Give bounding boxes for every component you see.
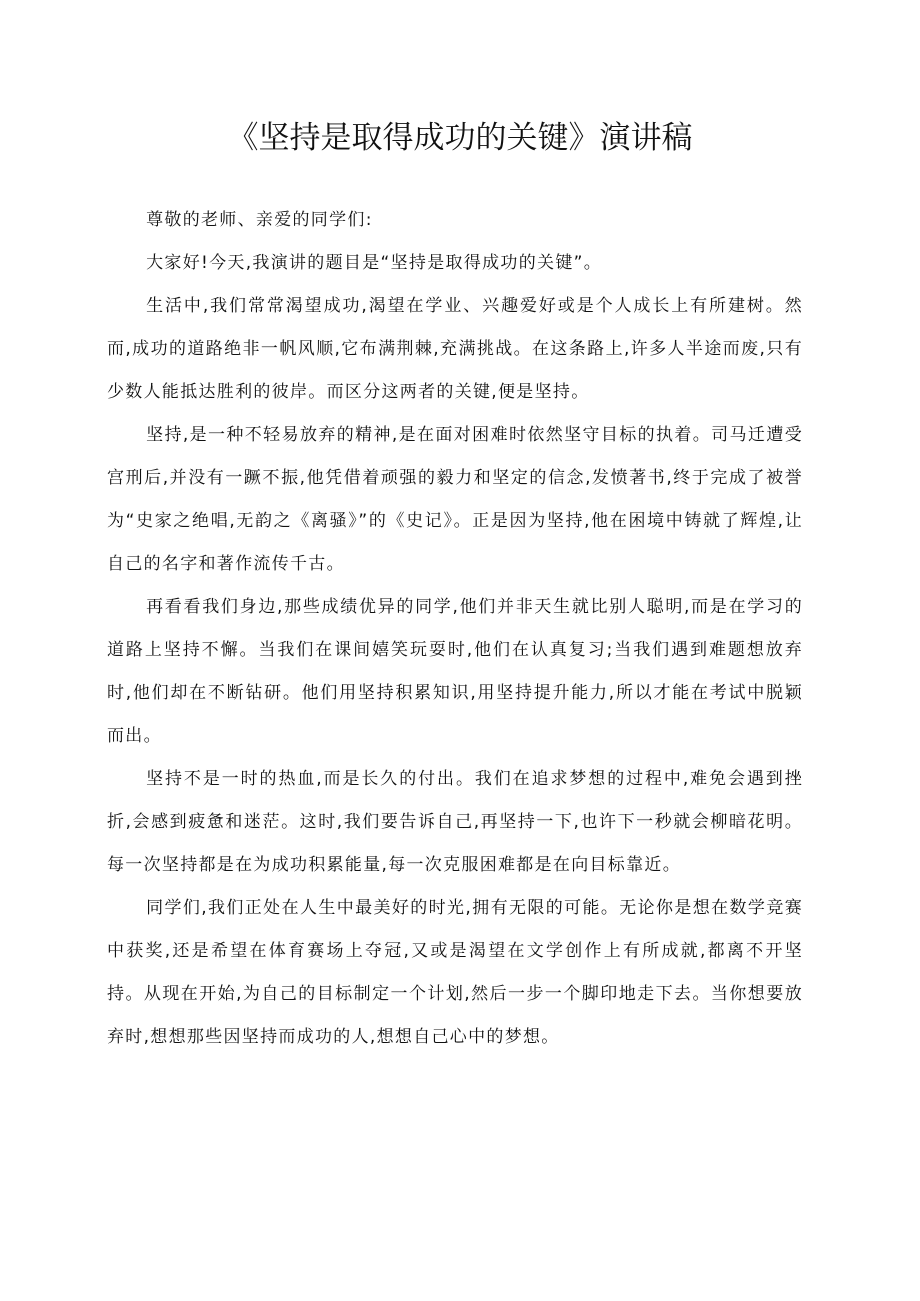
body-paragraph: 再看看我们身边,那些成绩优异的同学,他们并非天生就比别人聪明,而是在学习的道路上坚持不懈。当我们在课间嬉笑玩耍时,他们在认真复习;当我们遇到难题想放弃时,他们却在不断钻研。他们用坚持积累知识,用坚持提升能力,所以才能在考试中脱颖而出。 <box>107 597 803 746</box>
salutation-paragraph: 尊敬的老师、亲爱的同学们: <box>146 210 373 230</box>
document-title: 《坚持是取得成功的关键》演讲稿 <box>227 120 693 156</box>
body-paragraph: 同学们,我们正处在人生中最美好的时光,拥有无限的可能。无论你是想在数学竞赛中获奖,还是希望在体育赛场上夺冠,又或是渴望在文学创作上有所成就,都离不开坚持。从现在开始,为自己的目标制定一个计划,然后一步一个脚印地走下去。当你想要放弃时,想想那些因坚持而成功的人,想想自己心中的梦想。 <box>107 898 803 1047</box>
body-paragraph: 坚持不是一时的热血,而是长久的付出。我们在追求梦想的过程中,难免会遇到挫折,会感到疲惫和迷茫。这时,我们要告诉自己,再坚持一下,也许下一秒就会柳暗花明。每一次坚持都是在为成功积累能量,每一次克服困难都是在向目标靠近。 <box>107 769 803 875</box>
body-paragraph: 坚持,是一种不轻易放弃的精神,是在面对困难时依然坚守目标的执着。司马迁遭受宫刑后,并没有一蹶不振,他凭借着顽强的毅力和坚定的信念,发愤著书,终于完成了被誉为“史家之绝唱,无韵之《离骚》”的《史记》。正是因为坚持,他在困境中铸就了辉煌,让自己的名字和著作流传千古。 <box>107 425 803 574</box>
document-body <box>107 199 803 1059</box>
greeting-paragraph: 大家好!今天,我演讲的题目是“坚持是取得成功的关键”。 <box>146 253 603 273</box>
body-paragraph: 生活中,我们常常渴望成功,渴望在学业、兴趣爱好或是个人成长上有所建树。然而,成功的道路绝非一帆风顺,它布满荆棘,充满挑战。在这条路上,许多人半途而废,只有少数人能抵达胜利的彼岸。而区分这两者的关键,便是坚持。 <box>107 296 803 402</box>
